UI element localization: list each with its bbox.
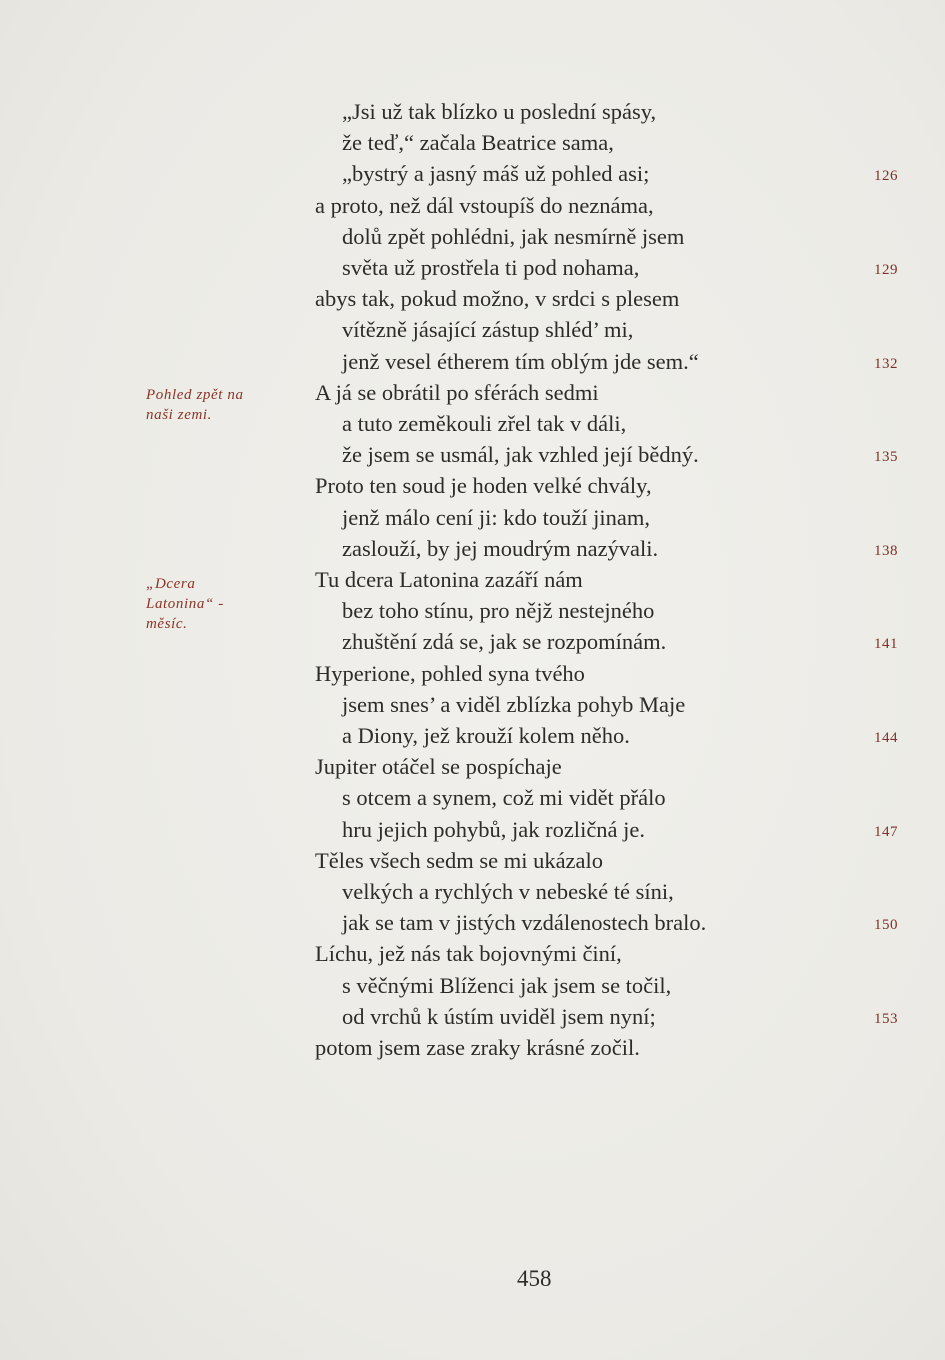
margin-note: Latonina“ - bbox=[146, 596, 224, 612]
verse-line: hru jejich pohybů, jak rozličná je. bbox=[342, 816, 646, 842]
verse-line: abys tak, pokud možno, v srdci s plesem bbox=[315, 286, 680, 312]
line-number: 138 bbox=[874, 542, 898, 559]
verse-line: že jsem se usmál, jak vzhled její bědný. bbox=[342, 442, 699, 468]
verse-line: Líchu, jež nás tak bojovnými činí, bbox=[315, 941, 622, 967]
line-number: 126 bbox=[874, 168, 898, 185]
margin-note: „Dcera bbox=[146, 576, 196, 592]
verse-line: a tuto zeměkouli zřel tak v dáli, bbox=[342, 411, 627, 436]
verse-line: vítězně jásající zástup shléd’ mi, bbox=[342, 317, 634, 343]
line-number: 129 bbox=[874, 262, 898, 278]
margin-note: Pohled zpět na bbox=[146, 387, 244, 403]
verse-line: velkých a rychlých v nebeské té síni, bbox=[342, 879, 674, 904]
margin-note: naši zemi. bbox=[146, 407, 212, 423]
verse-line: „Jsi už tak blízko u poslední spásy, bbox=[342, 99, 657, 124]
verse-line: s otcem a synem, což mi vidět přálo bbox=[342, 785, 666, 811]
verse-line: Těles všech sedm se mi ukázalo bbox=[315, 847, 604, 873]
verse-line: zhuštění zdá se, jak se rozpomínám. bbox=[342, 629, 667, 655]
verse-line: jenž vesel étherem tím oblým jde sem.“ bbox=[342, 348, 699, 374]
line-number: 144 bbox=[874, 730, 898, 746]
verse-line: jsem snes’ a viděl zblízka pohyb Maje bbox=[342, 691, 686, 717]
verse-line: zaslouží, by jej moudrým nazývali. bbox=[342, 535, 659, 561]
verse-line: jak se tam v jistých vzdálenostech bralo. bbox=[342, 910, 707, 936]
verse-line: Hyperione, pohled syna tvého bbox=[315, 660, 585, 686]
verse-line: světa už prostřela ti pod nohama, bbox=[342, 255, 640, 280]
verse-line: Tu dcera Latonina zazáří nám bbox=[315, 567, 583, 592]
verse-line: „bystrý a jasný máš už pohled asi; bbox=[342, 161, 650, 187]
verse-line: potom jsem zase zraky krásné zočil. bbox=[315, 1035, 640, 1060]
verse-line: od vrchů k ústím uviděl jsem nyní; bbox=[342, 1003, 656, 1029]
margin-note: měsíc. bbox=[146, 616, 188, 632]
verse-line: Jupiter otáčel se pospíchaje bbox=[315, 754, 562, 780]
verse-line: s věčnými Blíženci jak jsem se točil, bbox=[342, 972, 672, 998]
page-number: 458 bbox=[517, 1266, 552, 1291]
verse-line: a Diony, jež krouží kolem něho. bbox=[342, 723, 630, 748]
line-number: 150 bbox=[874, 917, 898, 934]
verse-line: bez toho stínu, pro nějž nestejného bbox=[342, 598, 655, 624]
verse-line: jenž málo cení ji: kdo touží jinam, bbox=[342, 504, 651, 530]
line-number: 147 bbox=[874, 823, 898, 840]
verse-line: a proto, než dál vstoupíš do neznáma, bbox=[315, 192, 654, 218]
verse-line: Proto ten soud je hoden velké chvály, bbox=[315, 473, 652, 499]
line-number: 141 bbox=[874, 636, 898, 653]
verse-line: že teď,“ začala Beatrice sama, bbox=[342, 130, 614, 156]
line-number: 135 bbox=[874, 449, 898, 466]
verse-line: A já se obrátil po sférách sedmi bbox=[315, 379, 599, 405]
verse-line: dolů zpět pohlédni, jak nesmírně jsem bbox=[342, 223, 685, 249]
line-number: 153 bbox=[874, 1010, 898, 1027]
line-number: 132 bbox=[874, 355, 898, 372]
